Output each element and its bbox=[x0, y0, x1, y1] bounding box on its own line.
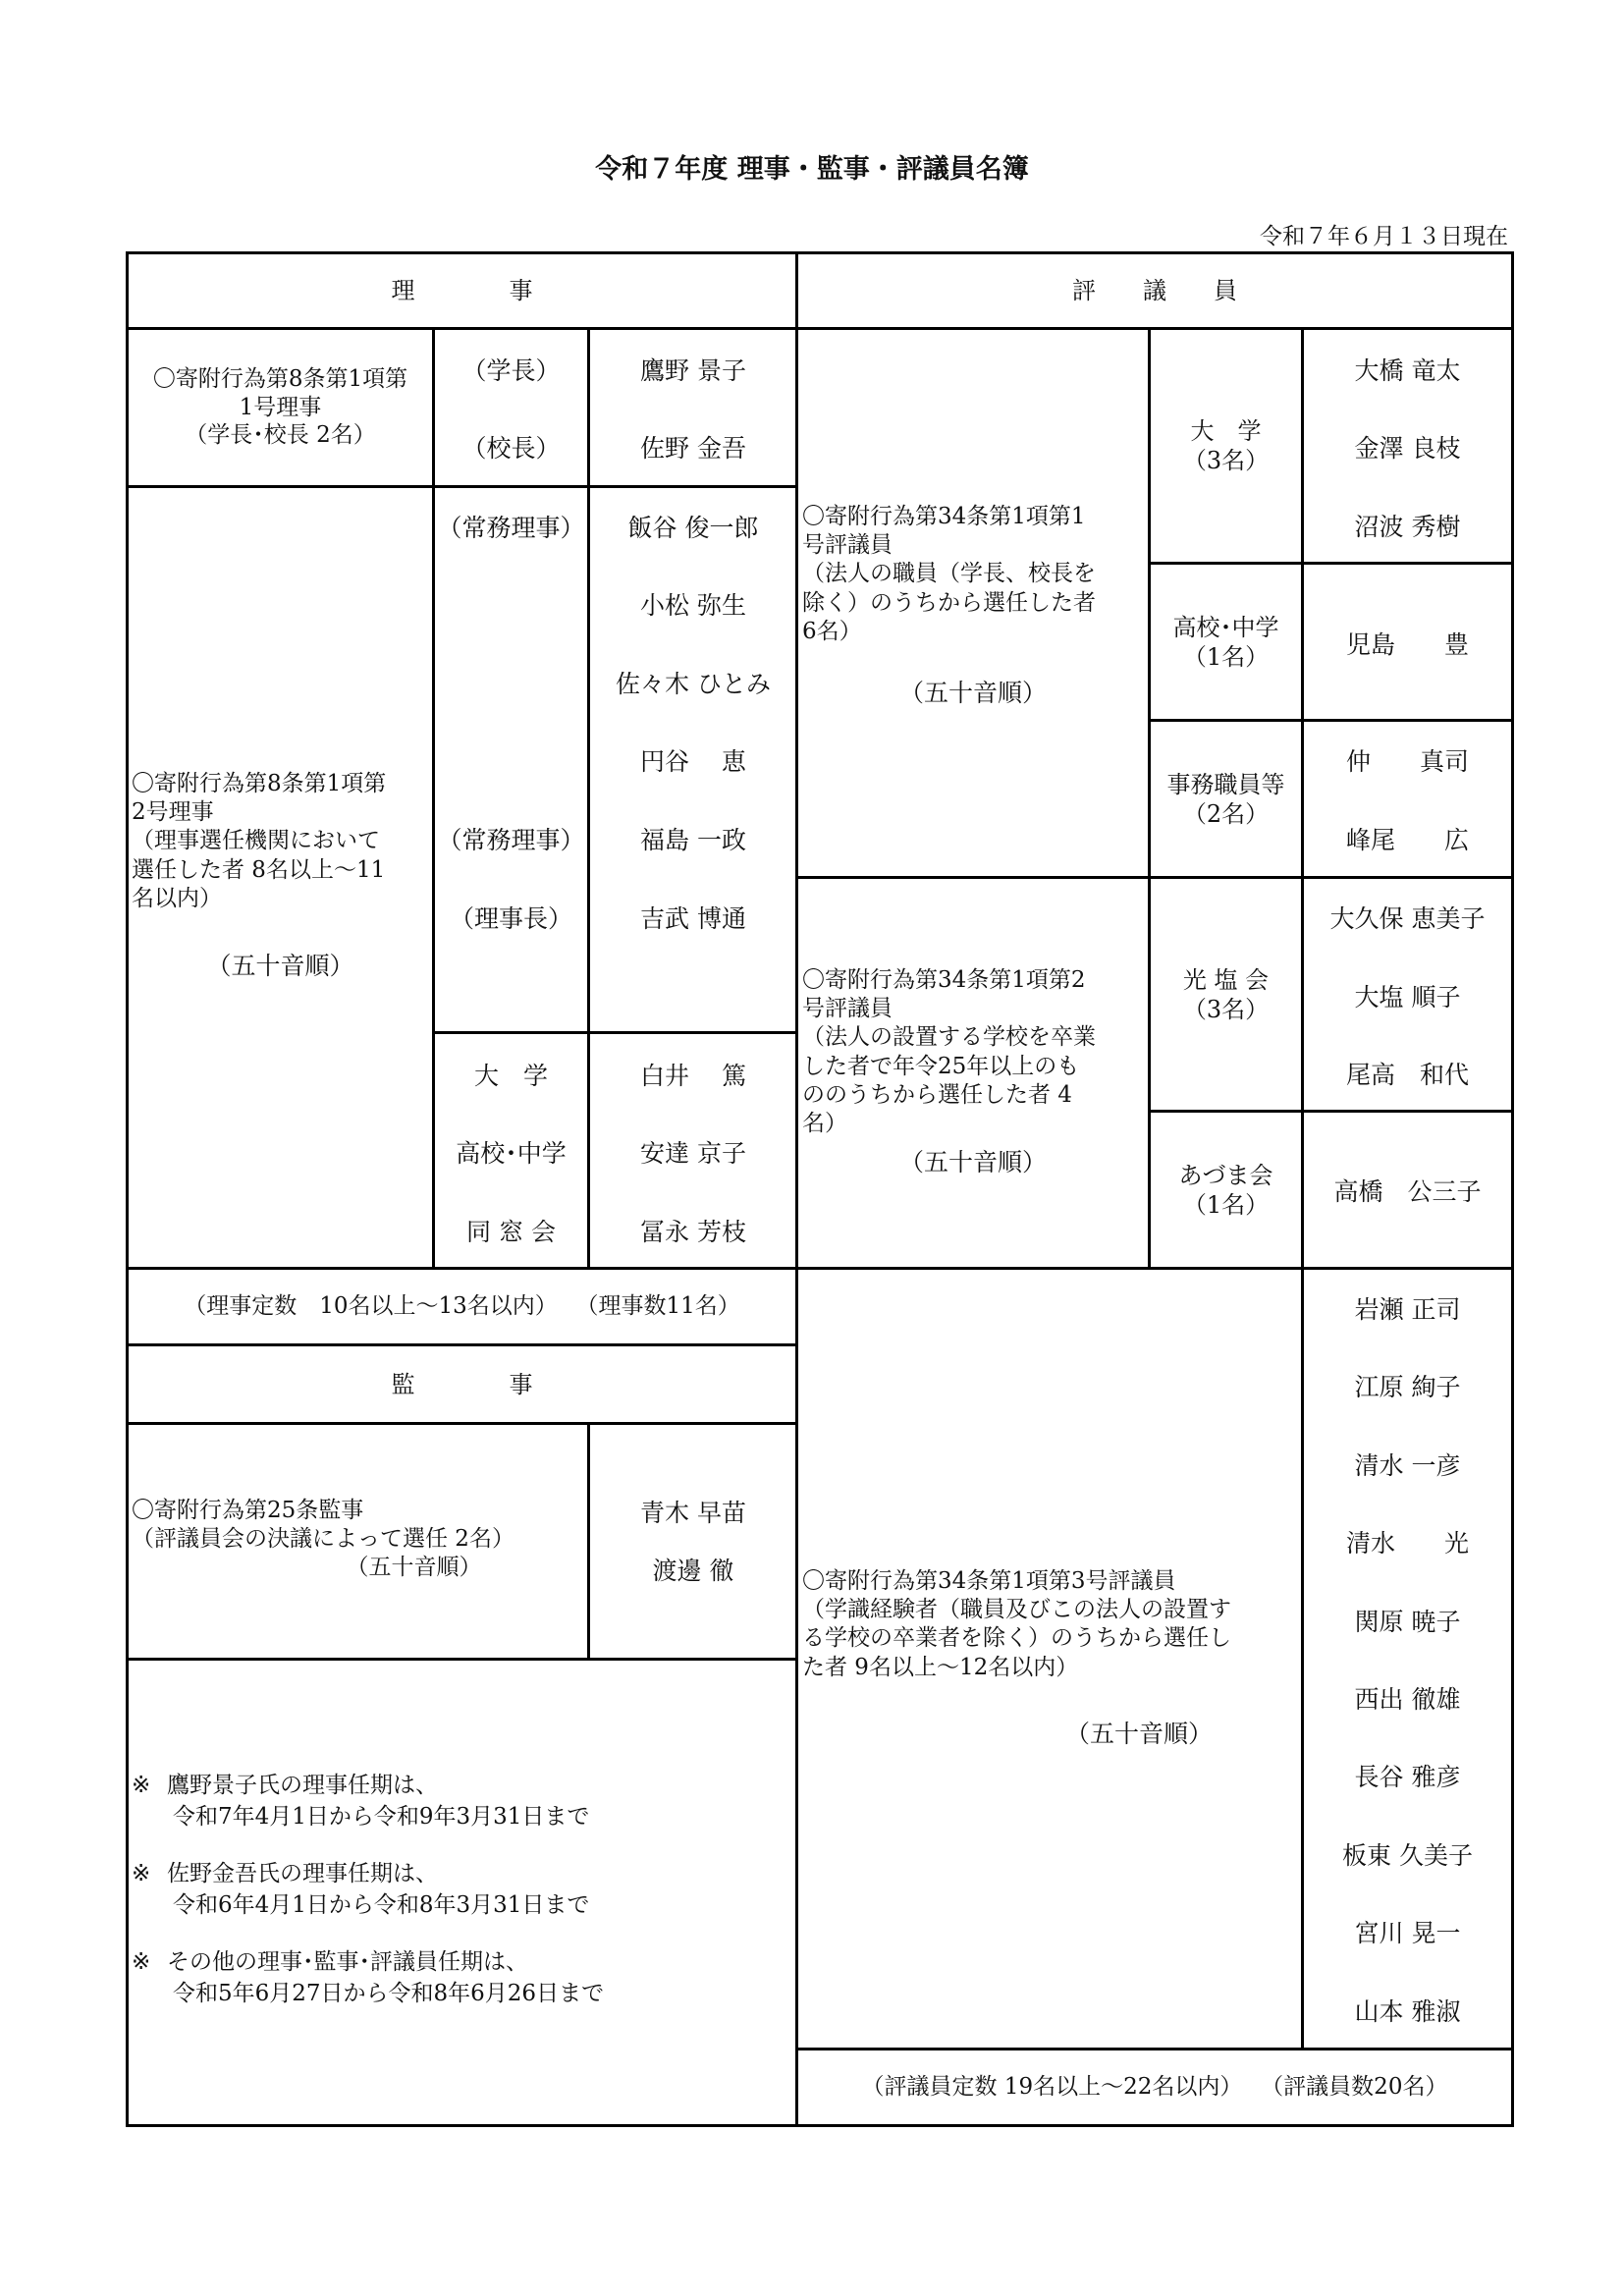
note-1-line1: 鷹野景子氏の理事任期は、 bbox=[167, 1773, 438, 1798]
note-1-line2: 令和7年4月1日から令和9年3月31日まで bbox=[173, 1804, 590, 1830]
riji-group1-name-1: 鷹野 景子 bbox=[640, 356, 746, 385]
riji-group3-role-3: 同 窓 会 bbox=[466, 1218, 556, 1246]
riji-group1-label: 〇寄附行為第8条第1項第 1号理事 （学長･校長 2名） bbox=[152, 365, 408, 449]
riji-group1-name-2: 佐野 金吾 bbox=[640, 434, 746, 463]
hyogiin-group3-order: （五十音順） bbox=[1064, 1720, 1213, 1748]
note-2-line1: 佐野金吾氏の理事任期は、 bbox=[167, 1861, 438, 1886]
riji-group1-role-1: （学長） bbox=[461, 356, 561, 385]
hyogiin-g3-name-10: 山本 雅淑 bbox=[1354, 1997, 1461, 2026]
kanji-label: 〇寄附行為第25条監事 （評議員会の決議によって選任 2名） （五十音順） bbox=[132, 1498, 514, 1581]
riji-group2-name-5: 福島 一政 bbox=[640, 826, 746, 854]
note-3-line2: 令和5年6月27日から令和8年6月26日まで bbox=[173, 1981, 605, 2006]
riji-group2-role-3: （理事長） bbox=[449, 904, 572, 933]
hyogiin-g1-name-4: 児島 豊 bbox=[1345, 630, 1469, 659]
as-of-date: 令和７年６月１３日現在 bbox=[1260, 224, 1508, 249]
riji-group2-name-3: 佐々木 ひとみ bbox=[616, 670, 771, 698]
riji-group2-role-2: （常務理事） bbox=[437, 826, 585, 854]
hyogiin-g1-name-3: 沼波 秀樹 bbox=[1354, 513, 1461, 541]
hyogiin-count: （評議員定数 19名以上〜22名以内） （評議員数20名） bbox=[861, 2074, 1448, 2101]
riji-group3-name-1: 白井 篤 bbox=[640, 1062, 746, 1090]
riji-group3-role-1: 大 学 bbox=[473, 1062, 548, 1090]
page-title: 令和７年度 理事・監事・評議員名簿 bbox=[595, 154, 1029, 185]
hyogiin-g3-name-7: 長谷 雅彦 bbox=[1354, 1763, 1461, 1791]
hyogiin-group2-order: （五十音順） bbox=[898, 1148, 1047, 1176]
hyogiin-g1-name-2: 金澤 良枝 bbox=[1354, 434, 1461, 463]
kanji-name-2: 渡邊 徹 bbox=[652, 1557, 734, 1585]
hyogiin-sub-daigaku: 大 学 （3名） bbox=[1182, 417, 1270, 474]
hyogiin-g3-name-2: 江原 絢子 bbox=[1354, 1373, 1461, 1401]
hyogiin-g1-name-1: 大橋 竜太 bbox=[1354, 356, 1461, 385]
hyogiin-sub-jimu: 事務職員等 （2名） bbox=[1166, 770, 1285, 828]
note-mark: ※ bbox=[132, 1773, 151, 1798]
riji-group2-label: 〇寄附行為第8条第1項第 2号理事 （理事選任機関において 選任した者 8名以上〜11 名以内） bbox=[132, 771, 387, 911]
hyogiin-g3-name-4: 清水 光 bbox=[1345, 1529, 1469, 1558]
riji-group3-name-2: 安達 京子 bbox=[640, 1139, 746, 1168]
kanji-heading: 監 事 bbox=[391, 1370, 533, 1398]
riji-group2-name-6: 吉武 博通 bbox=[640, 904, 746, 933]
riji-group2-name-2: 小松 弥生 bbox=[640, 591, 746, 620]
hyogiin-g1-name-6: 峰尾 広 bbox=[1345, 826, 1469, 854]
hyogiin-heading: 評 議 員 bbox=[1072, 277, 1237, 304]
hyogiin-g3-name-5: 関原 暁子 bbox=[1354, 1608, 1461, 1636]
hyogiin-g3-name-1: 岩瀬 正司 bbox=[1354, 1295, 1461, 1324]
hyogiin-g2-name-2: 大塩 順子 bbox=[1354, 983, 1461, 1011]
hyogiin-sub-azumakai: あづま会 （1名） bbox=[1178, 1161, 1273, 1219]
note-mark: ※ bbox=[132, 1949, 151, 1975]
riji-count: （理事定数 10名以上〜13名以内） （理事数11名） bbox=[184, 1293, 740, 1320]
hyogiin-g2-name-3: 尾高 和代 bbox=[1345, 1061, 1469, 1089]
hyogiin-sub-koenkai: 光 塩 会 （3名） bbox=[1182, 965, 1270, 1023]
hyogiin-g3-name-8: 板東 久美子 bbox=[1342, 1841, 1473, 1870]
riji-group1-role-2: （校長） bbox=[461, 434, 561, 463]
hyogiin-g3-name-6: 西出 徹雄 bbox=[1354, 1685, 1461, 1714]
riji-group3-name-3: 冨永 芳枝 bbox=[640, 1218, 746, 1246]
hyogiin-group1-order: （五十音順） bbox=[898, 679, 1047, 707]
note-2-line2: 令和6年4月1日から令和8年3月31日まで bbox=[173, 1892, 590, 1918]
riji-group2-order: （五十音順） bbox=[206, 952, 354, 980]
riji-group2-name-1: 飯谷 俊一郎 bbox=[627, 514, 759, 542]
hyogiin-g2-name-4: 高橋 公三子 bbox=[1333, 1177, 1482, 1206]
kanji-name-1: 青木 早苗 bbox=[640, 1499, 746, 1527]
riji-heading: 理 事 bbox=[391, 277, 533, 304]
riji-group3-role-2: 高校･中学 bbox=[456, 1139, 567, 1168]
note-3-line1: その他の理事･監事･評議員任期は、 bbox=[167, 1949, 528, 1975]
hyogiin-g2-name-1: 大久保 恵美子 bbox=[1329, 904, 1486, 933]
riji-group2-role-1: （常務理事） bbox=[437, 514, 585, 542]
riji-group2-name-4: 円谷 恵 bbox=[640, 747, 746, 776]
hyogiin-group2-label: 〇寄附行為第34条第1項第2 号評議員 （法人の設置する学校を卒業 した者で年令25年以上のも ののうちから選任した者 4 名） bbox=[802, 967, 1096, 1137]
hyogiin-group1-label: 〇寄附行為第34条第1項第1 号評議員 （法人の職員（学長、校長を 除く）のうちから選任した者 6名） bbox=[802, 504, 1096, 644]
note-mark: ※ bbox=[132, 1861, 151, 1886]
hyogiin-group3-label: 〇寄附行為第34条第1項第3号評議員 （学識経験者（職員及びこの法人の設置す る学校の卒業者を除く）のうちから選任し た者 9名以上〜12名以内） bbox=[802, 1568, 1231, 1680]
hyogiin-sub-koko: 高校･中学 （1名） bbox=[1172, 613, 1279, 671]
hyogiin-g3-name-9: 宮川 晃一 bbox=[1354, 1919, 1461, 1947]
hyogiin-g3-name-3: 清水 一彦 bbox=[1354, 1451, 1461, 1480]
hyogiin-g1-name-5: 仲 真司 bbox=[1345, 747, 1469, 776]
